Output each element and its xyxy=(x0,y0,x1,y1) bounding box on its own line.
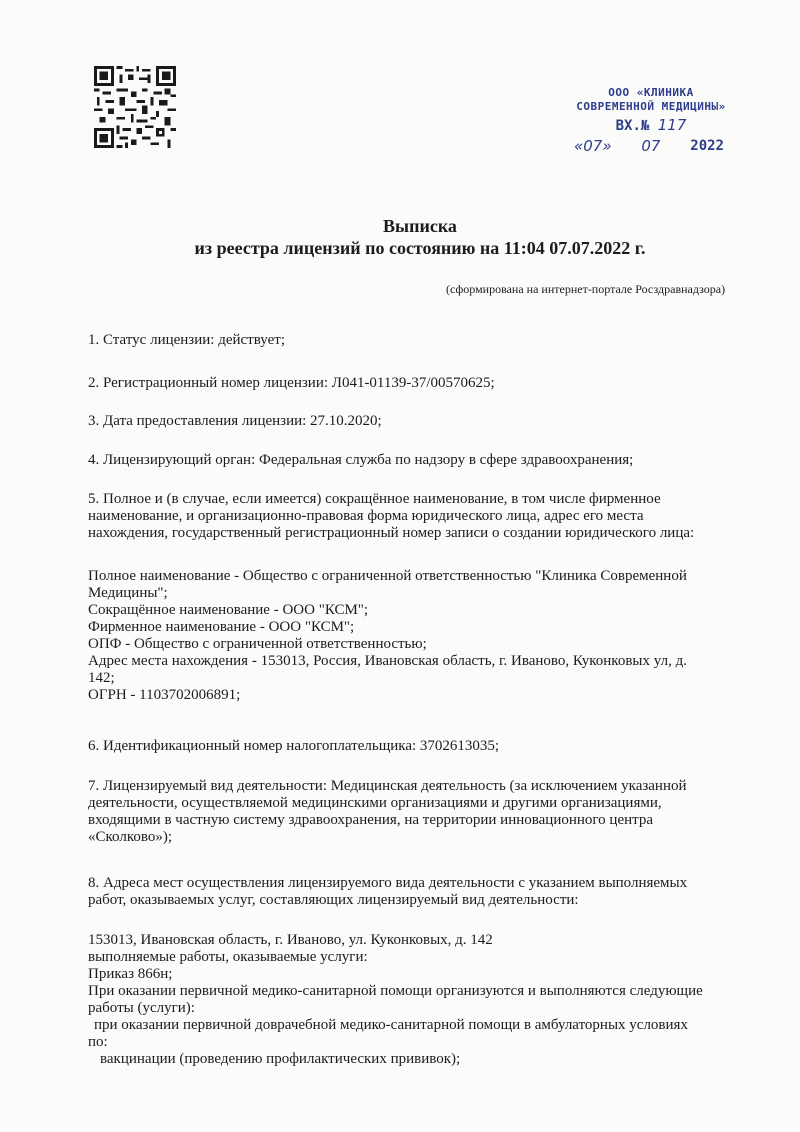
stamp-incoming-label: ВХ.№ xyxy=(615,118,650,134)
short-name: Сокращённое наименование - ООО "КСМ"; xyxy=(88,602,369,618)
stamp-org-line2: СОВРЕМЕННОЙ МЕДИЦИНЫ» xyxy=(576,100,726,113)
brand-name: Фирменное наименование - ООО "КСМ"; xyxy=(88,619,355,635)
place-details: 153013, Ивановская область, г. Иваново, ул. Куконковых, д. 142 выполняемые работы, оказываемые услуги: Приказ 866н; При оказании первичной медико-санитарной помощи организуются и выполняются следующие работы (услуги): при оказании первичной доврачебной медико-санитарной помощи в амбулаторных условиях по: вакцинации (проведению профилактических прививок); xyxy=(88,932,768,1068)
stamp-year: 2022 xyxy=(690,138,724,154)
item-authority: 4. Лицензирующий орган: Федеральная служба по надзору в сфере здравоохранения; xyxy=(88,452,634,468)
vaccination: вакцинации (проведению профилактических прививок); xyxy=(100,1051,461,1067)
stamp-month: 07 xyxy=(641,137,661,155)
item-inn: 6. Идентификационный номер налогоплательщика: 3702613035; xyxy=(88,738,500,754)
prehospital-care: при оказании первичной доврачебной медико-санитарной помощи в амбулаторных условиях xyxy=(94,1017,688,1033)
incoming-stamp xyxy=(566,86,736,156)
document-subtitle: из реестра лицензий по состоянию на 11:04 07.07.2022 г. xyxy=(194,238,646,258)
stamp-date-row xyxy=(566,136,736,156)
full-name: Полное наименование - Общество с ограниченной ответственностью "Клиника Современной xyxy=(88,568,687,584)
item-activity: 7. Лицензируемый вид деятельности: Медицинская деятельность (за исключением указанной деятельности, осуществляемой медицинскими организациями и другими организациями, входящими в частную систему здравоохранения, на территории инновационного центра «Сколково»); xyxy=(88,778,687,845)
entity-details: Полное наименование - Общество с ограниченной ответственностью "Клиника Современной Медицины"; Сокращённое наименование - ООО "КСМ"; Фирменное наименование - ООО "КСМ"; ОПФ - Общество с ограниченной ответственностью; Адрес места нахождения - 153013, Россия, Ивановская область, г. Иваново, Куконковых ул, д. 142; ОГРН - 1103702006891; xyxy=(88,568,768,704)
stamp-incoming-row xyxy=(566,115,736,136)
stamp-day: «07» xyxy=(574,137,612,155)
source-note: (сформирована на интернет-портале Росздравнадзора) xyxy=(446,282,726,296)
item-reg-number: 2. Регистрационный номер лицензии: Л041-01139-37/00570625; xyxy=(88,375,495,391)
primary-care: При оказании первичной медико-санитарной помощи организуются и выполняются следующие xyxy=(88,983,703,999)
stamp-incoming-number: 117 xyxy=(657,116,687,134)
works-label: выполняемые работы, оказываемые услуги: xyxy=(88,949,368,965)
stamp-org-line1: ООО «КЛИНИКА xyxy=(608,86,694,99)
item-places: 8. Адреса мест осуществления лицензируемого вида деятельности с указанием выполняемых работ, оказываемых услуг, составляющих лицензируемый вид деятельности: xyxy=(88,875,688,908)
qr-code xyxy=(94,66,176,148)
place-address: 153013, Ивановская область, г. Иваново, ул. Куконковых, д. 142 xyxy=(88,932,493,948)
order: Приказ 866н; xyxy=(88,966,173,982)
item-date: 3. Дата предоставления лицензии: 27.10.2020; xyxy=(88,413,382,429)
address: Адрес места нахождения - 153013, Россия, Ивановская область, г. Иваново, Куконковых ул, д. xyxy=(88,653,687,669)
item-status: 1. Статус лицензии: действует; xyxy=(88,332,285,348)
document-title: Выписка xyxy=(383,216,457,236)
ogrn: ОГРН - 1103702006891; xyxy=(88,687,241,703)
opf: ОПФ - Общество с ограниченной ответственностью; xyxy=(88,636,427,652)
item-entity-heading: 5. Полное и (в случае, если имеется) сокращённое наименование, в том числе фирменное наименование, и организационно-правовая форма юридического лица, адрес его места нахождения, государственный регистрационный номер записи о создании юридического лица: xyxy=(88,491,695,541)
